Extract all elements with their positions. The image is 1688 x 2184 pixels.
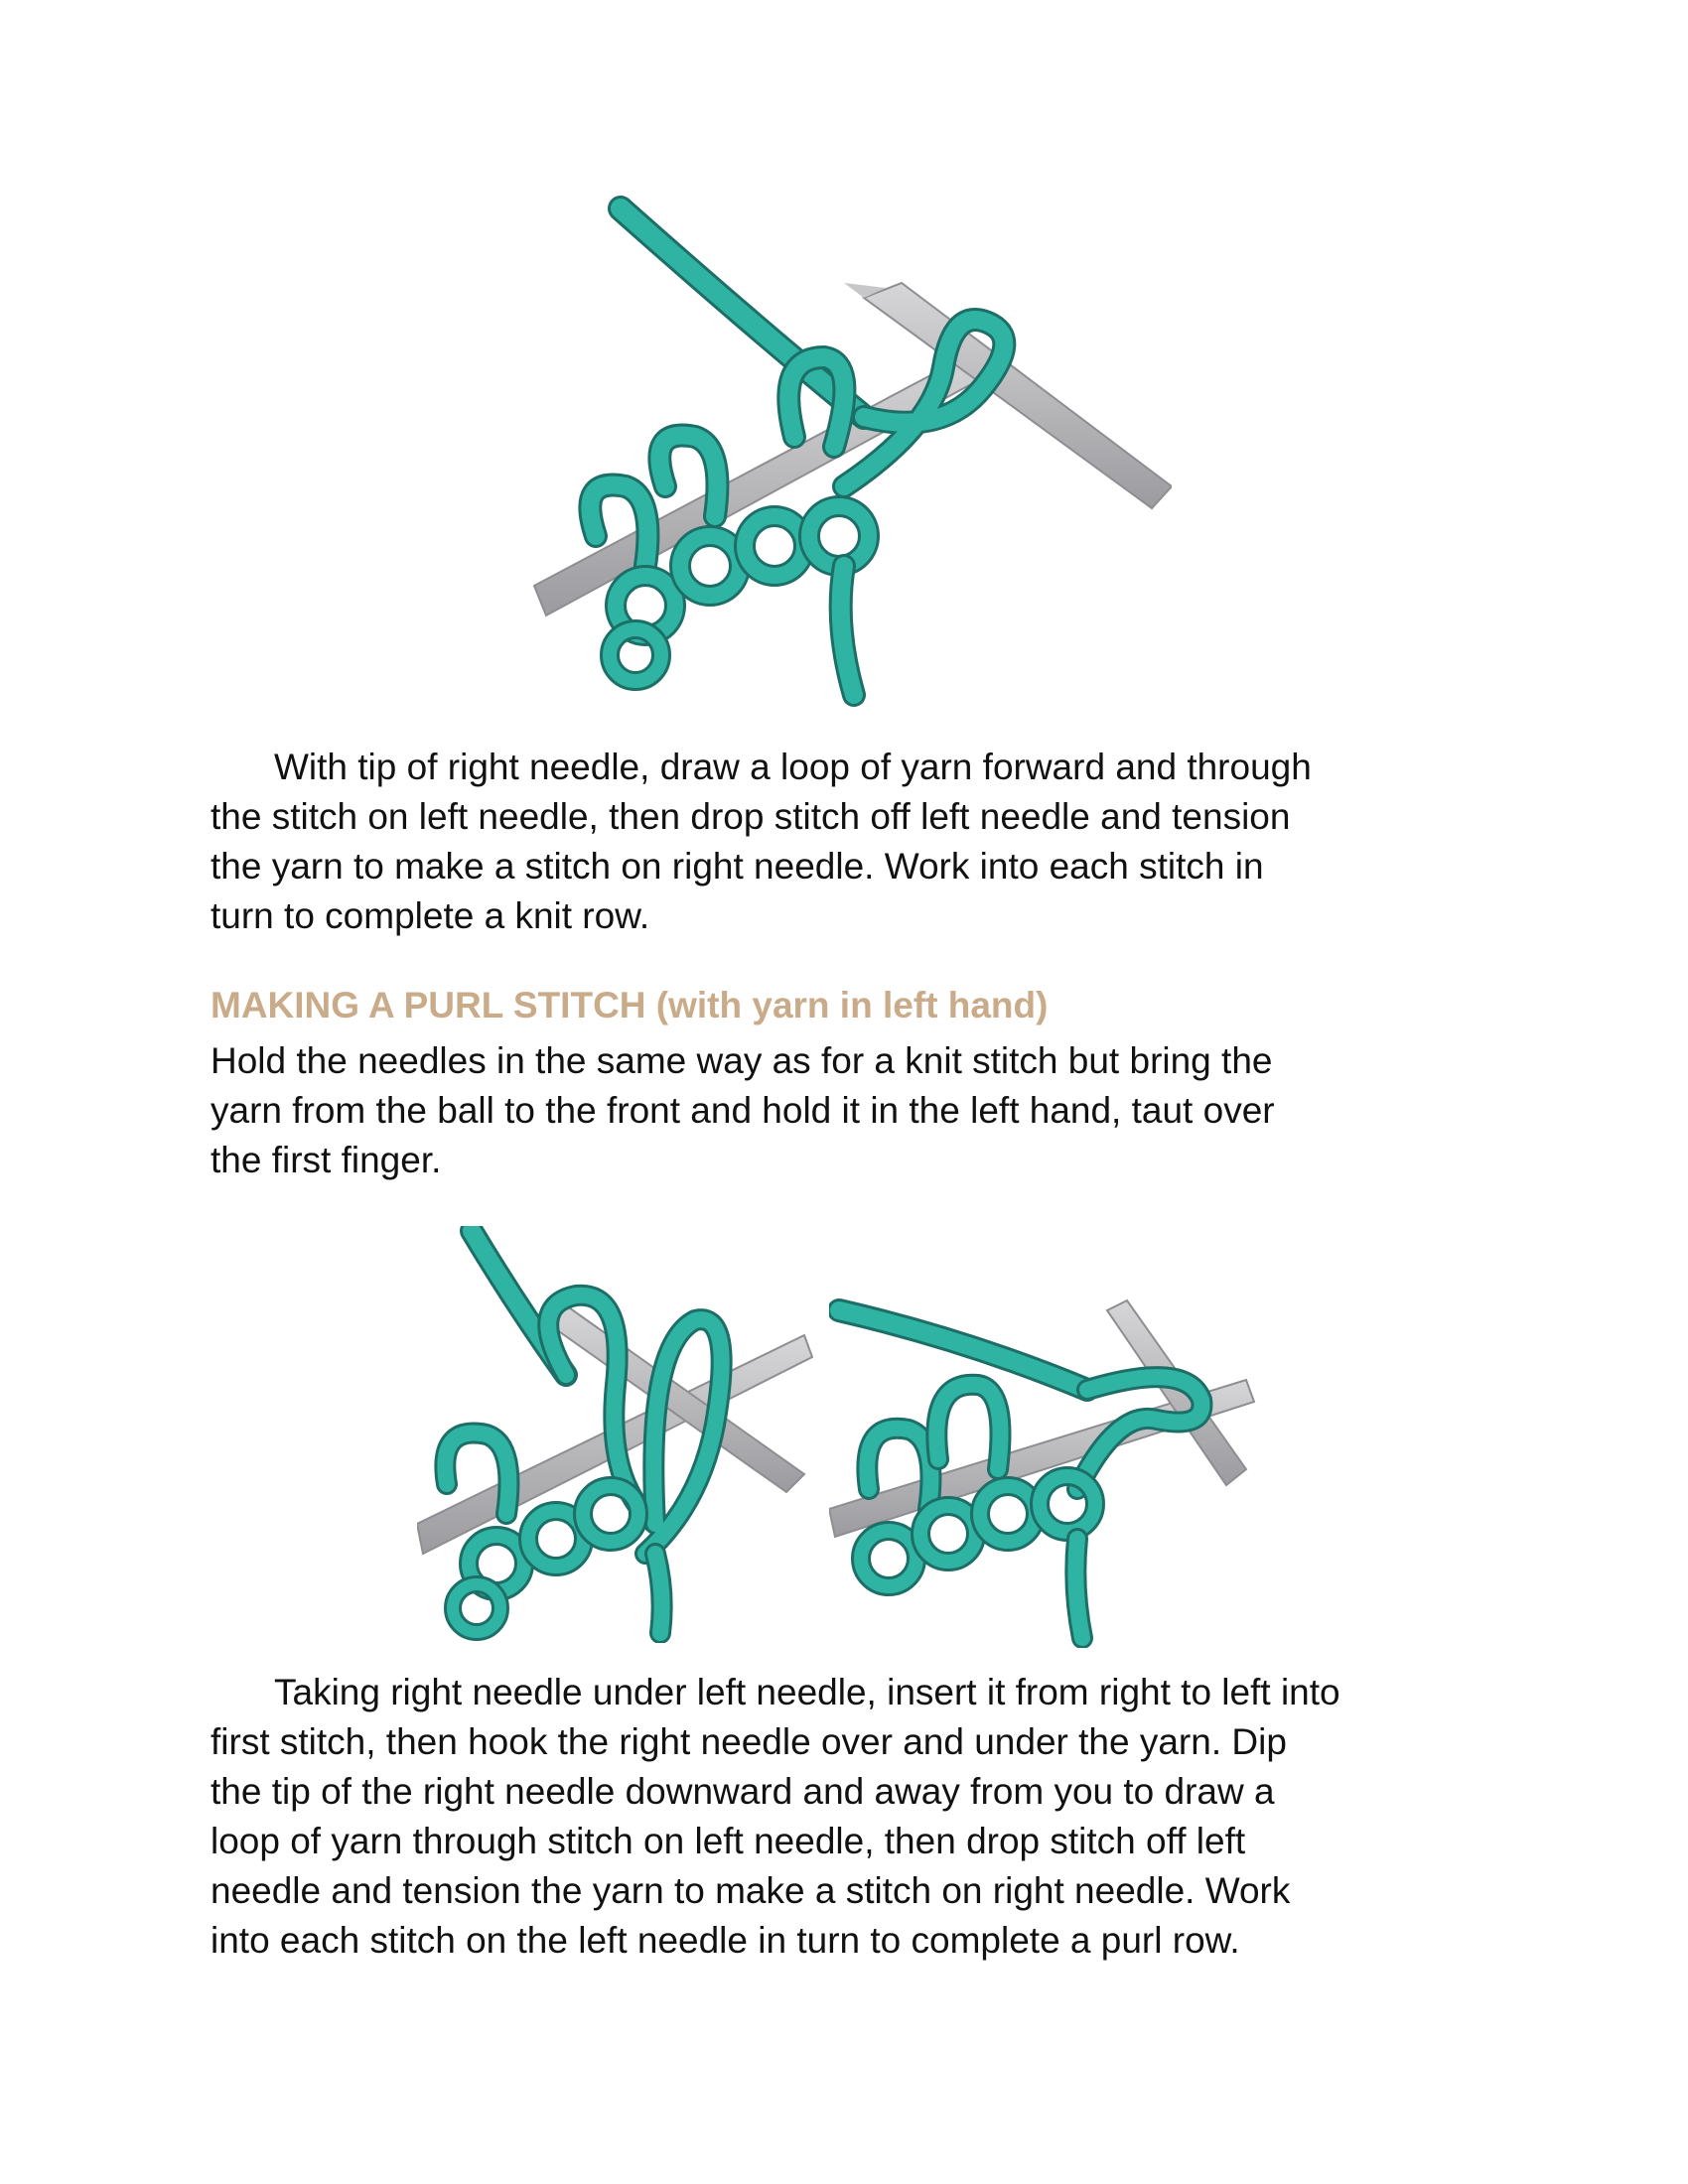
section-heading: MAKING A PURL STITCH (with yarn in left hand) bbox=[211, 985, 1049, 1025]
text-line: yarn from the ball to the front and hold it in the left hand, taut over bbox=[211, 1090, 1275, 1131]
purl-stitch-illustration-right bbox=[829, 1291, 1266, 1648]
text-line: the first finger. bbox=[211, 1140, 442, 1180]
text-line: the tip of the right needle downward and away from you to draw a bbox=[211, 1771, 1275, 1812]
knit-row-instructions bbox=[211, 743, 1501, 941]
text-line: into each stitch on the left needle in turn to complete a purl row. bbox=[211, 1920, 1240, 1961]
text-line: With tip of right needle, draw a loop of yarn forward and through bbox=[274, 747, 1312, 787]
text-line: loop of yarn through stitch on left needle, then drop stitch off left bbox=[211, 1821, 1246, 1861]
text-line: Hold the needles in the same way as for a knit stitch but bring the bbox=[211, 1040, 1273, 1081]
knit-stitch-illustration bbox=[516, 189, 1172, 725]
purl-stitch-illustration-left bbox=[417, 1226, 834, 1643]
text-line: the yarn to make a stitch on right needle. Work into each stitch in bbox=[211, 846, 1264, 887]
text-line: first stitch, then hook the right needle over and under the yarn. Dip bbox=[211, 1721, 1287, 1762]
text-line: Taking right needle under left needle, insert it from right to left into bbox=[274, 1672, 1340, 1712]
text-line: needle and tension the yarn to make a stitch on right needle. Work bbox=[211, 1870, 1291, 1911]
text-line: the stitch on left needle, then drop stitch off left needle and tension bbox=[211, 796, 1291, 837]
purl-setup-instructions bbox=[211, 1036, 1501, 1185]
text-line: turn to complete a knit row. bbox=[211, 895, 650, 936]
purl-row-instructions bbox=[211, 1668, 1501, 1966]
